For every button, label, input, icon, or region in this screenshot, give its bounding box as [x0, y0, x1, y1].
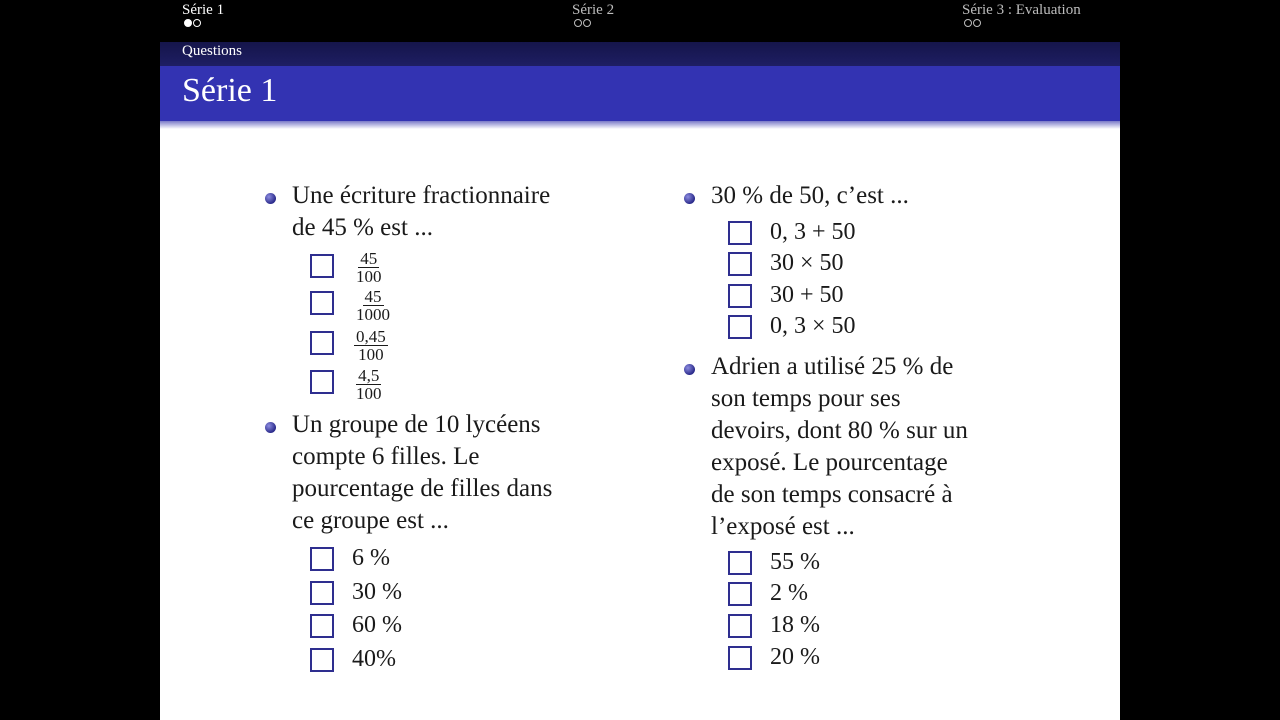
option-label: 30 × 50 [770, 250, 844, 276]
nav-section-serie-3[interactable]: Série 3 : Evaluation [962, 2, 1081, 18]
checkbox[interactable] [310, 291, 334, 315]
section-navigation [0, 0, 1280, 42]
question-1-line-1: Une écriture fractionnaire [292, 182, 551, 209]
q3-option-1[interactable] [728, 219, 856, 245]
q3-option-2[interactable] [728, 250, 844, 276]
q4-option-3[interactable] [728, 612, 820, 638]
question-4-line-6: l’exposé est ... [711, 513, 855, 540]
progress-dot[interactable] [193, 19, 201, 27]
progress-dot[interactable] [964, 19, 972, 27]
checkbox[interactable] [728, 614, 752, 638]
question-4-line-5: de son temps consacré à [711, 481, 953, 508]
slide-title: Série 1 [182, 72, 278, 109]
subheader-label: Questions [182, 43, 242, 59]
q2-option-4[interactable] [310, 646, 396, 672]
checkbox[interactable] [310, 547, 334, 571]
nav-section-serie-2[interactable]: Série 2 [572, 2, 615, 18]
option-label: 30 + 50 [770, 282, 844, 308]
bullet-icon [265, 422, 276, 433]
checkbox[interactable] [310, 648, 334, 672]
nav-section-serie-1[interactable]: Série 1 [182, 2, 225, 18]
title-bar [160, 66, 1120, 121]
question-4-line-3: devoirs, dont 80 % sur un [711, 417, 968, 444]
checkbox[interactable] [728, 551, 752, 575]
q1-option-1[interactable] [310, 249, 382, 286]
question-1-line-2: de 45 % est ... [292, 214, 433, 241]
question-2-line-3: pourcentage de filles dans [292, 475, 553, 502]
progress-dot[interactable] [973, 19, 981, 27]
question-4-line-4: exposé. Le pourcentage [711, 449, 948, 476]
bullet-icon [684, 364, 695, 375]
q3-option-3[interactable] [728, 282, 844, 308]
option-label: 0, 3 × 50 [770, 313, 856, 339]
checkbox[interactable] [728, 284, 752, 308]
fraction: $\frac{45}{1000}$ [356, 287, 390, 324]
q2-option-1[interactable] [310, 545, 390, 571]
nav-progress-dots-3 [964, 19, 981, 27]
option-label: 0, 3 + 50 [770, 219, 856, 245]
fraction: $\frac{0,45}{100}$ [356, 327, 386, 364]
option-label: 6 % [352, 545, 390, 571]
section-subheader [160, 42, 1120, 66]
checkbox[interactable] [728, 582, 752, 606]
progress-dot[interactable] [583, 19, 591, 27]
q2-option-3[interactable] [310, 612, 402, 638]
option-label: 18 % [770, 612, 820, 638]
option-label: 40% [352, 646, 396, 672]
q1-option-2[interactable] [310, 287, 390, 324]
q2-option-2[interactable] [310, 579, 402, 605]
question-4-line-2: son temps pour ses [711, 385, 901, 412]
checkbox[interactable] [728, 646, 752, 670]
option-label: 60 % [352, 612, 402, 638]
q4-option-2[interactable] [728, 580, 808, 606]
question-3-text: 30 % de 50, c’est ... [711, 182, 909, 209]
slide [160, 42, 1120, 720]
bullet-icon [684, 193, 695, 204]
question-2-line-4: ce groupe est ... [292, 507, 449, 534]
nav-progress-dots-2 [574, 19, 591, 27]
checkbox[interactable] [728, 221, 752, 245]
checkbox[interactable] [310, 254, 334, 278]
option-label: 2 % [770, 580, 808, 606]
title-shadow [160, 121, 1120, 129]
q1-option-3[interactable] [310, 327, 386, 364]
fraction: $\frac{45}{100}$ [356, 249, 382, 286]
question-2-line-2: compte 6 filles. Le [292, 443, 480, 470]
progress-dot[interactable] [574, 19, 582, 27]
bullet-icon [265, 193, 276, 204]
fraction: $\frac{4,5}{100}$ [356, 366, 382, 403]
q3-option-4[interactable] [728, 313, 856, 339]
checkbox[interactable] [310, 370, 334, 394]
option-label: 20 % [770, 644, 820, 670]
checkbox[interactable] [728, 252, 752, 276]
q4-option-1[interactable] [728, 549, 820, 575]
question-4-line-1: Adrien a utilisé 25 % de [711, 353, 954, 380]
option-label: 30 % [352, 579, 402, 605]
nav-progress-dots-1 [184, 19, 201, 27]
checkbox[interactable] [310, 581, 334, 605]
q1-option-4[interactable] [310, 366, 382, 403]
checkbox[interactable] [310, 614, 334, 638]
checkbox[interactable] [310, 331, 334, 355]
progress-dot[interactable] [184, 19, 192, 27]
question-2-line-1: Un groupe de 10 lycéens [292, 411, 541, 438]
checkbox[interactable] [728, 315, 752, 339]
q4-option-4[interactable] [728, 644, 820, 670]
option-label: 55 % [770, 549, 820, 575]
